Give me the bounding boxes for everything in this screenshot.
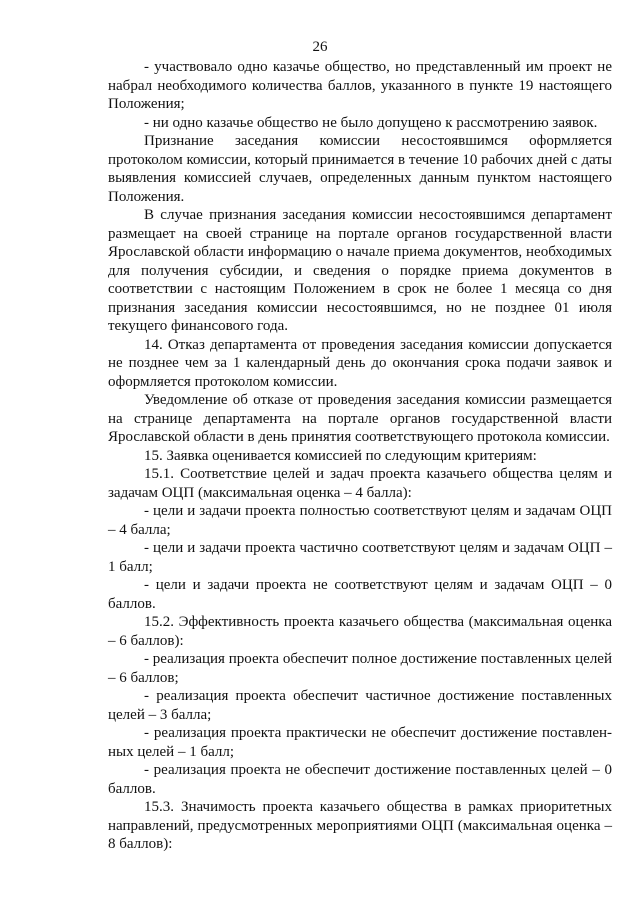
paragraph: - ни одно казачье общество не было допущено к рассмотрению заявок. (144, 114, 598, 131)
paragraph: 15.1. Соответствие целей и задач проекта казачьего общества целям и задачам ОЦП (максимальная оценка – 4 балла): (108, 466, 612, 501)
document-body (108, 58, 612, 854)
paragraph: - реализация проекта обеспечит частичное достижение поставленных целей – 3 балла; (108, 688, 612, 723)
paragraph: В случае признания заседания комиссии несостоявшимся департамент размещает на своей странице на портале органов государственной власти Ярославской области информацию о начале приема документов, необходимых для получения субсидии, и сведения о порядке приема документов в соответствии с настоящим Положением в срок не более 1 месяца со дня признания заседания комиссии несостоявшимся, но не позднее 01 июля текущего финансового года. (108, 207, 612, 334)
paragraph: - цели и задачи проекта полностью соответствуют целям и задачам ОЦП – 4 балла; (108, 503, 612, 538)
paragraph: Уведомление об отказе от проведения заседания комиссии размещается на странице департамента на портале органов государственной власти Ярославской области в день принятия соответствующего протокола комиссии. (108, 392, 612, 445)
paragraph: 15.3. Значимость проекта казачьего общества в рамках приоритетных направлений, предусмотренных мероприятиями ОЦП (максимальная оценка – 8 баллов): (108, 799, 612, 852)
paragraph: 15. Заявка оценивается комиссией по следующим критериям: (144, 447, 537, 464)
page-number: 26 (312, 39, 328, 55)
paragraph: - реализация проекта обеспечит полное достижение поставленных целей – 6 баллов; (108, 651, 612, 686)
paragraph: - цели и задачи проекта частично соответствуют целям и задачам ОЦП – 1 балл; (108, 540, 612, 575)
paragraph: 15.2. Эффективность проекта казачьего общества (максимальная оценка – 6 баллов): (108, 614, 612, 649)
paragraph: - цели и задачи проекта не соответствуют целям и задачам ОЦП – 0 баллов. (108, 577, 612, 612)
paragraph: - реализация проекта не обеспечит достижение поставленных целей – 0 баллов. (108, 762, 612, 797)
paragraph: - участвовало одно казачье общество, но представленный им проект не набрал необходимого количества баллов, указанного в пункте 19 настоящего Положения; (108, 59, 612, 112)
paragraph: Признание заседания комиссии несостоявшимся оформляется протоколом комиссии, который принимается в течение 10 рабочих дней с даты выявления комиссией случаев, определенных данным пунктом настоящего Положения. (108, 133, 612, 205)
paragraph: 14. Отказ департамента от проведения заседания комиссии допускается не позднее чем за 1 календарный день до окончания срока подачи заявок и оформляется протоколом комиссии. (108, 336, 612, 390)
paragraph: - реализация проекта практически не обеспечит достижение поставлен-ных целей – 1 балл; (108, 725, 612, 760)
